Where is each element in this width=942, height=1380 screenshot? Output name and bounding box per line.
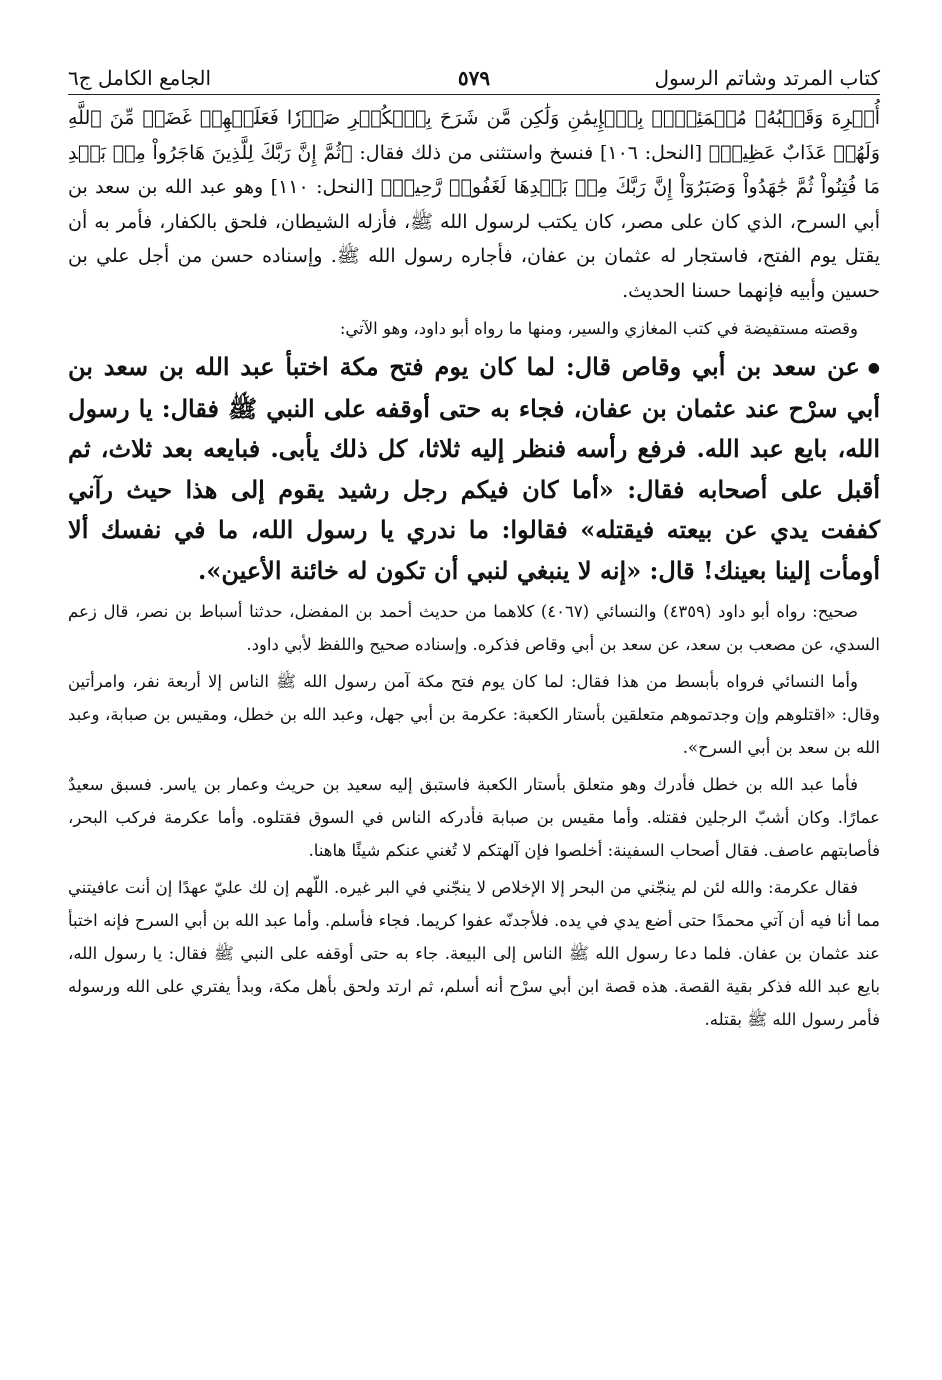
hadith-text: عن سعد بن أبي وقاص قال: لما كان يوم فتح مكة اختبأ عبد الله بن سعد بن أبي سرْح عند عثمان بن عفان، فجاء به حتى أوقفه على النبي ﷺ فقال: يا رسول الله، بايع عبد الله. فرفع رأسه فنظر إليه ثلاثا، كل ذلك يأبى. فبايعه بعد ثلاث، ثم أقبل على أصحابه فقال: «أما كان فيكم رجل رشيد يقوم إلى هذا حيث رآني كففت يدي عن بيعته فيقتله» فقالوا: ما ندري يا رسول الله، ما في نفسك ألا أومأت إلينا بعينك! قال: «إنه لا ينبغي لنبي أن تكون له خائنة الأعين». xyxy=(68,352,881,585)
paragraph-ikrima: فقال عكرمة: والله لئن لم ينجّني من البحر إلا الإخلاص لا ينجّني في البر غيره. اللّهم إن لك عليّ عهدًا إن أنت عافيتني مما أنا فيه أن آتي محمدًا حتى أضع يدي في يده. فلأجدنّه عفوا كريما. فجاء فأسلم. وأما عبد الله بن أبي السرح فإنه اختبأ عند عثمان بن عفان. فلما دعا رسول الله ﷺ الناس إلى البيعة. جاء به حتى أوقفه على النبي ﷺ فقال: يا رسول الله، بايع عبد الله فذكر بقية القصة. هذه قصة ابن أبي سرْح أنه أسلم، ثم ارتد ولحق بأهل مكة، وبدأ يفتري على الله ورسوله فأمر رسول الله ﷺ بقتله. xyxy=(68,878,880,1030)
paragraph-ibn-khatal: فأما عبد الله بن خطل فأدرك وهو متعلق بأستار الكعبة فاستبق إليه سعيد بن حريث وعمار بن ياسر. فسبق سعيدٌ عمارًا. وكان أشبّ الرجلين فقتله. وأما مقيس بن صبابة فأدركه الناس في السوق فقتلوه. وأما عكرمة فركب البحر، فأصابتهم عاصف. فقال أصحاب السفينة: أخلصوا فإن آلهتكم لا تُغني عنكم شيئًا هاهنا. xyxy=(68,775,880,861)
page-body xyxy=(68,101,880,1036)
paragraph-nasai: وأما النسائي فرواه بأبسط من هذا فقال: لما كان يوم فتح مكة آمن رسول الله ﷺ الناس إلا أربعة نفر، وامرأتين وقال: «اقتلوهم وإن وجدتموهم متعلقين بأستار الكعبة: عكرمة بن أبي جهل، وعبد الله بن خطل، ومقيس بن صبابة، وعبد الله بن سعد بن أبي السرح». xyxy=(68,672,880,758)
volume-label: الجامع الكامل ج٦ xyxy=(68,66,212,90)
page-header xyxy=(68,60,880,95)
paragraph-hadith xyxy=(68,347,880,591)
book-page xyxy=(68,60,880,1360)
paragraph-story-intro: وقصته مستفيضة في كتب المغازي والسير، ومنها ما رواه أبو داود، وهو الآتي: xyxy=(339,319,858,338)
paragraph-grading: صحيح: رواه أبو داود (٤٣٥٩) والنسائي (٤٠٦٧) كلاهما من حديث أحمد بن المفضل، حدثنا أسباط بن نصر، قال زعم السدي، عن مصعب بن سعد، عن سعد بن أبي وقاص فذكره. وإسناده صحيح واللفظ لأبي داود. xyxy=(68,602,880,655)
paragraph-quran-commentary: أُكۡرِهَ وَقَلۡبُهُۥ مُطۡمَئِنُّۢ بِٱلۡإِيمَٰنِ وَلَٰكِن مَّن شَرَحَ بِٱلۡكُفۡرِ صَدۡرٗا فَعَلَيۡهِمۡ غَضَبٞ مِّنَ ٱللَّهِ وَلَهُمۡ عَذَابٌ عَظِيمٞ﴾ [النحل: ١٠٦] فنسخ واستثنى من ذلك فقال: ﴿ثُمَّ إِنَّ رَبَّكَ لِلَّذِينَ هَاجَرُواْ مِنۢ بَعۡدِ مَا فُتِنُواْ ثُمَّ جَٰهَدُواْ وَصَبَرُوٓاْ إِنَّ رَبَّكَ مِنۢ بَعۡدِهَا لَغَفُورٞ رَّحِيمٞ﴾ [النحل: ١١٠] وهو عبد الله بن سعد بن أبي السرح، الذي كان على مصر، كان يكتب لرسول الله ﷺ، فأزله الشيطان، فلحق بالكفار، فأمر به أن يقتل يوم الفتح، فاستجار له عثمان بن عفان، فأجاره رسول الله ﷺ. وإسناده حسن من أجل علي بن حسين وأبيه فإنهما حسنا الحديث. xyxy=(68,107,880,302)
page-number: ٥٧٩ xyxy=(457,66,491,90)
hadith-bullet-icon: ● xyxy=(867,360,880,377)
book-title: كتاب المرتد وشاتم الرسول xyxy=(654,66,880,90)
